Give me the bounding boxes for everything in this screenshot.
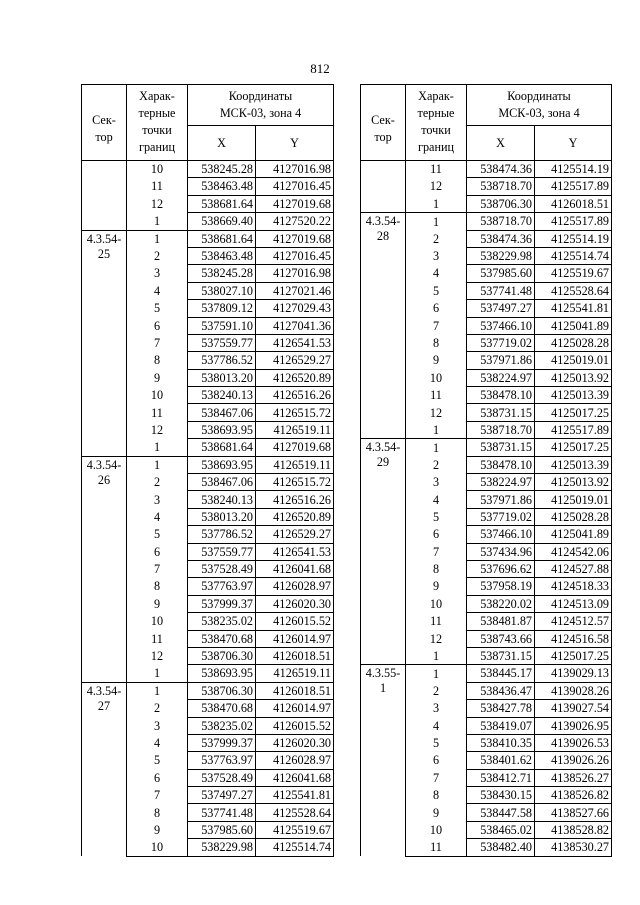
x-cell: 537763.97	[188, 578, 256, 595]
y-cell: 4127019.68	[256, 230, 334, 247]
y-cell: 4124513.09	[535, 595, 612, 612]
x-cell: 538013.20	[188, 508, 256, 525]
point-cell: 1	[406, 647, 467, 664]
x-cell: 538681.64	[188, 195, 256, 212]
point-cell: 1	[406, 439, 467, 456]
point-cell: 12	[127, 421, 188, 438]
point-cell: 11	[406, 161, 467, 178]
point-cell: 11	[406, 839, 467, 856]
y-cell: 4125514.74	[256, 839, 334, 856]
y-cell: 4138530.27	[535, 839, 612, 856]
point-cell: 7	[406, 769, 467, 786]
point-cell: 5	[406, 734, 467, 751]
y-cell: 4125017.25	[535, 439, 612, 456]
x-cell: 538467.06	[188, 474, 256, 491]
table-row	[82, 230, 334, 247]
y-header: Y	[256, 126, 334, 161]
y-cell: 4125514.74	[535, 247, 612, 264]
y-cell: 4138526.27	[535, 769, 612, 786]
y-cell: 4139026.53	[535, 734, 612, 751]
x-cell: 538430.15	[467, 787, 535, 804]
point-cell: 8	[127, 578, 188, 595]
y-cell: 4126015.52	[256, 717, 334, 734]
point-cell: 3	[406, 474, 467, 491]
point-cell: 6	[127, 317, 188, 334]
x-cell: 538743.66	[467, 630, 535, 647]
table-row	[361, 665, 612, 682]
x-cell: 538447.58	[467, 804, 535, 821]
y-cell: 4126041.68	[256, 560, 334, 577]
x-cell: 537528.49	[188, 560, 256, 577]
point-cell: 8	[406, 560, 467, 577]
x-cell: 538693.95	[188, 421, 256, 438]
y-cell: 4125517.89	[535, 178, 612, 195]
x-cell: 538229.98	[188, 839, 256, 856]
y-cell: 4127016.98	[256, 161, 334, 178]
y-cell: 4139026.26	[535, 752, 612, 769]
y-cell: 4125013.39	[535, 456, 612, 473]
x-cell: 538427.78	[467, 700, 535, 717]
sector-cell: 4.3.55- 1	[361, 665, 406, 856]
y-cell: 4125017.25	[535, 647, 612, 664]
x-cell: 537466.10	[467, 526, 535, 543]
x-cell: 538470.68	[188, 700, 256, 717]
point-cell: 9	[127, 821, 188, 838]
y-cell: 4124542.06	[535, 543, 612, 560]
point-cell: 6	[127, 543, 188, 560]
x-cell: 538474.36	[467, 161, 535, 178]
point-cell: 1	[406, 195, 467, 212]
y-cell: 4125019.01	[535, 491, 612, 508]
y-cell: 4125028.28	[535, 508, 612, 525]
point-cell: 1	[127, 439, 188, 456]
point-cell: 2	[127, 700, 188, 717]
x-cell: 538478.10	[467, 387, 535, 404]
y-cell: 4127021.46	[256, 282, 334, 299]
x-cell: 538731.15	[467, 439, 535, 456]
sector-cell: 4.3.54- 28	[361, 213, 406, 439]
point-cell: 12	[127, 647, 188, 664]
sector-cell: 4.3.54- 27	[82, 682, 127, 856]
x-cell: 537719.02	[467, 334, 535, 351]
point-cell: 1	[127, 213, 188, 230]
y-cell: 4126018.51	[535, 195, 612, 212]
point-cell: 8	[127, 804, 188, 821]
point-cell: 5	[127, 526, 188, 543]
page-number: 812	[310, 61, 330, 76]
point-cell: 11	[406, 613, 467, 630]
coords-header: Координаты МСК-03, зона 4	[188, 85, 334, 126]
x-cell: 537786.52	[188, 352, 256, 369]
x-cell: 538693.95	[188, 456, 256, 473]
y-cell: 4124512.57	[535, 613, 612, 630]
y-cell: 4126515.72	[256, 404, 334, 421]
x-cell: 537741.48	[188, 804, 256, 821]
y-cell: 4125528.64	[256, 804, 334, 821]
point-cell: 10	[406, 821, 467, 838]
x-cell: 537591.10	[188, 317, 256, 334]
y-cell: 4138528.82	[535, 821, 612, 838]
x-cell: 537786.52	[188, 526, 256, 543]
point-cell: 7	[127, 560, 188, 577]
point-cell: 1	[406, 665, 467, 682]
point-cell: 11	[406, 387, 467, 404]
point-cell: 8	[406, 334, 467, 351]
x-cell: 537497.27	[467, 300, 535, 317]
x-cell: 538027.10	[188, 282, 256, 299]
x-cell: 538706.30	[467, 195, 535, 212]
y-cell: 4126020.30	[256, 595, 334, 612]
y-cell: 4127041.36	[256, 317, 334, 334]
point-cell: 3	[406, 700, 467, 717]
y-cell: 4139029.13	[535, 665, 612, 682]
y-cell: 4125041.89	[535, 526, 612, 543]
x-cell: 538245.28	[188, 265, 256, 282]
x-cell: 538436.47	[467, 682, 535, 699]
x-cell: 537741.48	[467, 282, 535, 299]
y-cell: 4126014.97	[256, 630, 334, 647]
x-cell: 537971.86	[467, 491, 535, 508]
y-cell: 4127019.68	[256, 439, 334, 456]
point-cell: 4	[127, 282, 188, 299]
x-cell: 537528.49	[188, 769, 256, 786]
y-cell: 4126541.53	[256, 543, 334, 560]
y-cell: 4126028.97	[256, 578, 334, 595]
x-cell: 537559.77	[188, 543, 256, 560]
y-cell: 4139028.26	[535, 682, 612, 699]
y-cell: 4138527.66	[535, 804, 612, 821]
point-cell: 9	[406, 804, 467, 821]
points-header: Харак- терные точки границ	[127, 85, 188, 161]
point-cell: 6	[406, 526, 467, 543]
point-cell: 6	[406, 300, 467, 317]
y-cell: 4127019.68	[256, 195, 334, 212]
y-cell: 4139026.95	[535, 717, 612, 734]
y-cell: 4124518.33	[535, 578, 612, 595]
x-cell: 537434.96	[467, 543, 535, 560]
point-cell: 5	[127, 300, 188, 317]
y-cell: 4126018.51	[256, 682, 334, 699]
x-cell: 538474.36	[467, 230, 535, 247]
coordinates-table-left	[81, 84, 334, 857]
x-cell: 538693.95	[188, 665, 256, 682]
x-cell: 538718.70	[467, 421, 535, 438]
point-cell: 7	[406, 543, 467, 560]
point-cell: 1	[406, 213, 467, 230]
x-cell: 538235.02	[188, 717, 256, 734]
x-cell: 538235.02	[188, 613, 256, 630]
y-cell: 4126541.53	[256, 334, 334, 351]
x-cell: 537763.97	[188, 752, 256, 769]
y-cell: 4125519.67	[256, 821, 334, 838]
y-cell: 4124527.88	[535, 560, 612, 577]
x-cell: 538240.13	[188, 387, 256, 404]
x-cell: 538401.62	[467, 752, 535, 769]
point-cell: 2	[127, 474, 188, 491]
y-cell: 4126516.26	[256, 387, 334, 404]
y-cell: 4125514.19	[535, 161, 612, 178]
point-cell: 10	[406, 595, 467, 612]
x-cell: 537999.37	[188, 734, 256, 751]
point-cell: 4	[406, 491, 467, 508]
y-cell: 4124516.58	[535, 630, 612, 647]
point-cell: 2	[406, 456, 467, 473]
x-cell: 538706.30	[188, 647, 256, 664]
point-cell: 1	[127, 682, 188, 699]
coords-header: Координаты МСК-03, зона 4	[467, 85, 612, 126]
x-cell: 538718.70	[467, 213, 535, 230]
table-row	[361, 161, 612, 178]
point-cell: 8	[127, 352, 188, 369]
point-cell: 5	[406, 508, 467, 525]
x-header: X	[467, 126, 535, 161]
point-cell: 1	[127, 456, 188, 473]
y-cell: 4125541.81	[535, 300, 612, 317]
x-cell: 538470.68	[188, 630, 256, 647]
y-cell: 4125517.89	[535, 213, 612, 230]
x-cell: 538463.48	[188, 178, 256, 195]
x-cell: 537985.60	[467, 265, 535, 282]
x-cell: 537985.60	[188, 821, 256, 838]
x-cell: 538482.40	[467, 839, 535, 856]
point-cell: 10	[127, 161, 188, 178]
x-cell: 537809.12	[188, 300, 256, 317]
point-cell: 9	[406, 578, 467, 595]
x-cell: 537999.37	[188, 595, 256, 612]
y-cell: 4125517.89	[535, 421, 612, 438]
x-cell: 538229.98	[467, 247, 535, 264]
x-cell: 537719.02	[467, 508, 535, 525]
y-cell: 4126015.52	[256, 613, 334, 630]
x-cell: 538481.87	[467, 613, 535, 630]
sector-cell	[82, 161, 127, 231]
x-cell: 538410.35	[467, 734, 535, 751]
y-cell: 4126041.68	[256, 769, 334, 786]
y-cell: 4125041.89	[535, 317, 612, 334]
y-cell: 4125019.01	[535, 352, 612, 369]
x-cell: 538245.28	[188, 161, 256, 178]
x-cell: 538731.15	[467, 404, 535, 421]
x-cell: 538013.20	[188, 369, 256, 386]
table-row	[82, 161, 334, 178]
y-cell: 4126014.97	[256, 700, 334, 717]
x-cell: 538463.48	[188, 247, 256, 264]
y-cell: 4127016.45	[256, 178, 334, 195]
y-cell: 4125028.28	[535, 334, 612, 351]
x-cell: 538669.40	[188, 213, 256, 230]
point-cell: 2	[406, 682, 467, 699]
points-header: Харак- терные точки границ	[406, 85, 467, 161]
coordinates-table-right	[360, 84, 612, 857]
point-cell: 2	[127, 247, 188, 264]
point-cell: 1	[127, 230, 188, 247]
y-cell: 4125013.92	[535, 474, 612, 491]
point-cell: 1	[127, 665, 188, 682]
y-cell: 4125528.64	[535, 282, 612, 299]
y-cell: 4126519.11	[256, 456, 334, 473]
sector-header: Сек- тор	[361, 85, 406, 161]
y-cell: 4127029.43	[256, 300, 334, 317]
point-cell: 9	[127, 369, 188, 386]
point-cell: 10	[127, 387, 188, 404]
x-cell: 538240.13	[188, 491, 256, 508]
y-cell: 4125514.19	[535, 230, 612, 247]
point-cell: 10	[127, 839, 188, 856]
point-cell: 4	[406, 717, 467, 734]
y-cell: 4125541.81	[256, 787, 334, 804]
table-row	[361, 439, 612, 456]
y-cell: 4127016.45	[256, 247, 334, 264]
point-cell: 10	[127, 613, 188, 630]
x-cell: 538706.30	[188, 682, 256, 699]
y-cell: 4126515.72	[256, 474, 334, 491]
x-cell: 538681.64	[188, 439, 256, 456]
y-cell: 4125519.67	[535, 265, 612, 282]
x-cell: 537696.62	[467, 560, 535, 577]
point-cell: 5	[406, 282, 467, 299]
x-cell: 538681.64	[188, 230, 256, 247]
x-cell: 538465.02	[467, 821, 535, 838]
sector-header: Сек- тор	[82, 85, 127, 161]
y-cell: 4126520.89	[256, 369, 334, 386]
point-cell: 12	[406, 404, 467, 421]
y-cell: 4126020.30	[256, 734, 334, 751]
table-row	[361, 213, 612, 230]
point-cell: 6	[406, 752, 467, 769]
x-cell: 538224.97	[467, 474, 535, 491]
sector-cell: 4.3.54- 26	[82, 456, 127, 682]
x-cell: 537971.86	[467, 352, 535, 369]
x-cell: 537559.77	[188, 334, 256, 351]
point-cell: 7	[127, 334, 188, 351]
table-row	[82, 682, 334, 699]
point-cell: 3	[127, 717, 188, 734]
point-cell: 9	[406, 352, 467, 369]
x-cell: 537466.10	[467, 317, 535, 334]
y-cell: 4125017.25	[535, 404, 612, 421]
y-cell: 4126520.89	[256, 508, 334, 525]
x-cell: 538412.71	[467, 769, 535, 786]
x-cell: 538445.17	[467, 665, 535, 682]
point-cell: 12	[127, 195, 188, 212]
y-cell: 4125013.92	[535, 369, 612, 386]
point-cell: 4	[127, 734, 188, 751]
sector-cell: 4.3.54- 25	[82, 230, 127, 456]
y-cell: 4126516.26	[256, 491, 334, 508]
y-cell: 4126529.27	[256, 352, 334, 369]
point-cell: 11	[127, 404, 188, 421]
point-cell: 10	[406, 369, 467, 386]
y-cell: 4126028.97	[256, 752, 334, 769]
point-cell: 4	[406, 265, 467, 282]
point-cell: 5	[127, 752, 188, 769]
point-cell: 8	[406, 787, 467, 804]
sector-cell	[361, 161, 406, 213]
y-cell: 4125013.39	[535, 387, 612, 404]
point-cell: 6	[127, 769, 188, 786]
point-cell: 12	[406, 630, 467, 647]
y-cell: 4126529.27	[256, 526, 334, 543]
x-cell: 538467.06	[188, 404, 256, 421]
point-cell: 12	[406, 178, 467, 195]
y-cell: 4127520.22	[256, 213, 334, 230]
point-cell: 9	[127, 595, 188, 612]
sector-cell: 4.3.54- 29	[361, 439, 406, 665]
y-cell: 4127016.98	[256, 265, 334, 282]
y-cell: 4126519.11	[256, 665, 334, 682]
table-row	[82, 456, 334, 473]
y-cell: 4139027.54	[535, 700, 612, 717]
x-header: X	[188, 126, 256, 161]
point-cell: 3	[127, 265, 188, 282]
x-cell: 538224.97	[467, 369, 535, 386]
point-cell: 4	[127, 508, 188, 525]
point-cell: 3	[406, 247, 467, 264]
x-cell: 537497.27	[188, 787, 256, 804]
point-cell: 7	[127, 787, 188, 804]
x-cell: 537958.19	[467, 578, 535, 595]
point-cell: 7	[406, 317, 467, 334]
x-cell: 538718.70	[467, 178, 535, 195]
y-cell: 4126018.51	[256, 647, 334, 664]
point-cell: 1	[406, 421, 467, 438]
x-cell: 538478.10	[467, 456, 535, 473]
x-cell: 538220.02	[467, 595, 535, 612]
point-cell: 11	[127, 630, 188, 647]
point-cell: 11	[127, 178, 188, 195]
point-cell: 2	[406, 230, 467, 247]
y-cell: 4138526.82	[535, 787, 612, 804]
point-cell: 3	[127, 491, 188, 508]
x-cell: 538419.07	[467, 717, 535, 734]
y-header: Y	[535, 126, 612, 161]
x-cell: 538731.15	[467, 647, 535, 664]
y-cell: 4126519.11	[256, 421, 334, 438]
